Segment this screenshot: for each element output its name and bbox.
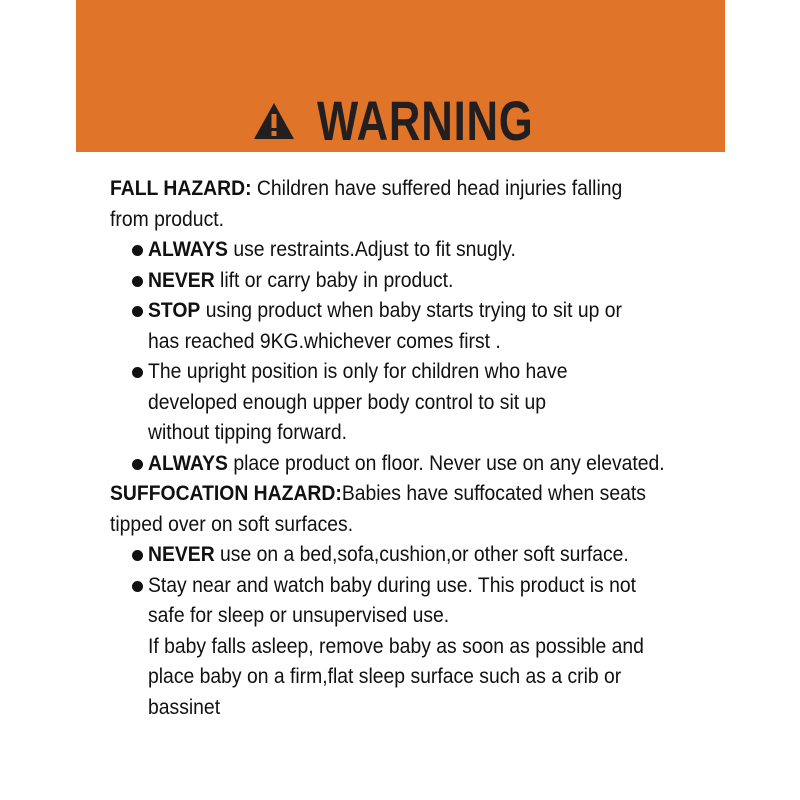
bullet-icon xyxy=(132,550,143,561)
fall-hazard-intro-cont: from product. xyxy=(110,206,225,231)
bullet-icon xyxy=(132,245,143,256)
list-item: ALWAYS use restraints.Adjust to fit snugly. xyxy=(110,234,710,265)
list-item: ALWAYS place product on floor. Never use on any elevated. xyxy=(110,448,710,479)
warning-title: WARNING xyxy=(316,89,534,152)
warning-triangle-icon xyxy=(253,102,295,140)
fall-hazard-intro: FALL HAZARD: Children have suffered head injuries falling xyxy=(110,176,623,200)
suffocation-hazard-heading: SUFFOCATION HAZARD: xyxy=(110,481,342,505)
bullet-icon xyxy=(132,276,143,287)
bullet-icon xyxy=(132,306,143,317)
fall-hazard-heading: FALL HAZARD: xyxy=(110,176,252,200)
warning-banner xyxy=(76,0,725,152)
warning-content xyxy=(110,173,710,722)
warning-header xyxy=(76,88,725,153)
list-item: NEVER use on a bed,sofa,cushion,or other soft surface. xyxy=(110,539,710,570)
bullet-icon xyxy=(132,459,143,470)
suffocation-hazard-intro-cont: tipped over on soft surfaces. xyxy=(110,511,354,536)
suffocation-hazard-intro: SUFFOCATION HAZARD:Babies have suffocated when seats xyxy=(110,481,646,505)
list-item: Stay near and watch baby during use. This product is not safe for sleep or unsupervised use. If baby falls asleep, remove baby as soon as possible and place baby on a firm,flat sleep surface such as a crib or bassinet xyxy=(110,570,710,723)
list-item: STOP using product when baby starts trying to sit up or has reached 9KG.whichever comes first . xyxy=(110,295,710,356)
bullet-icon xyxy=(132,581,143,592)
list-item: NEVER lift or carry baby in product. xyxy=(110,265,710,296)
bullet-icon xyxy=(132,367,143,378)
list-item: The upright position is only for children who have developed enough upper body control to sit up without tipping forward. xyxy=(110,356,710,448)
